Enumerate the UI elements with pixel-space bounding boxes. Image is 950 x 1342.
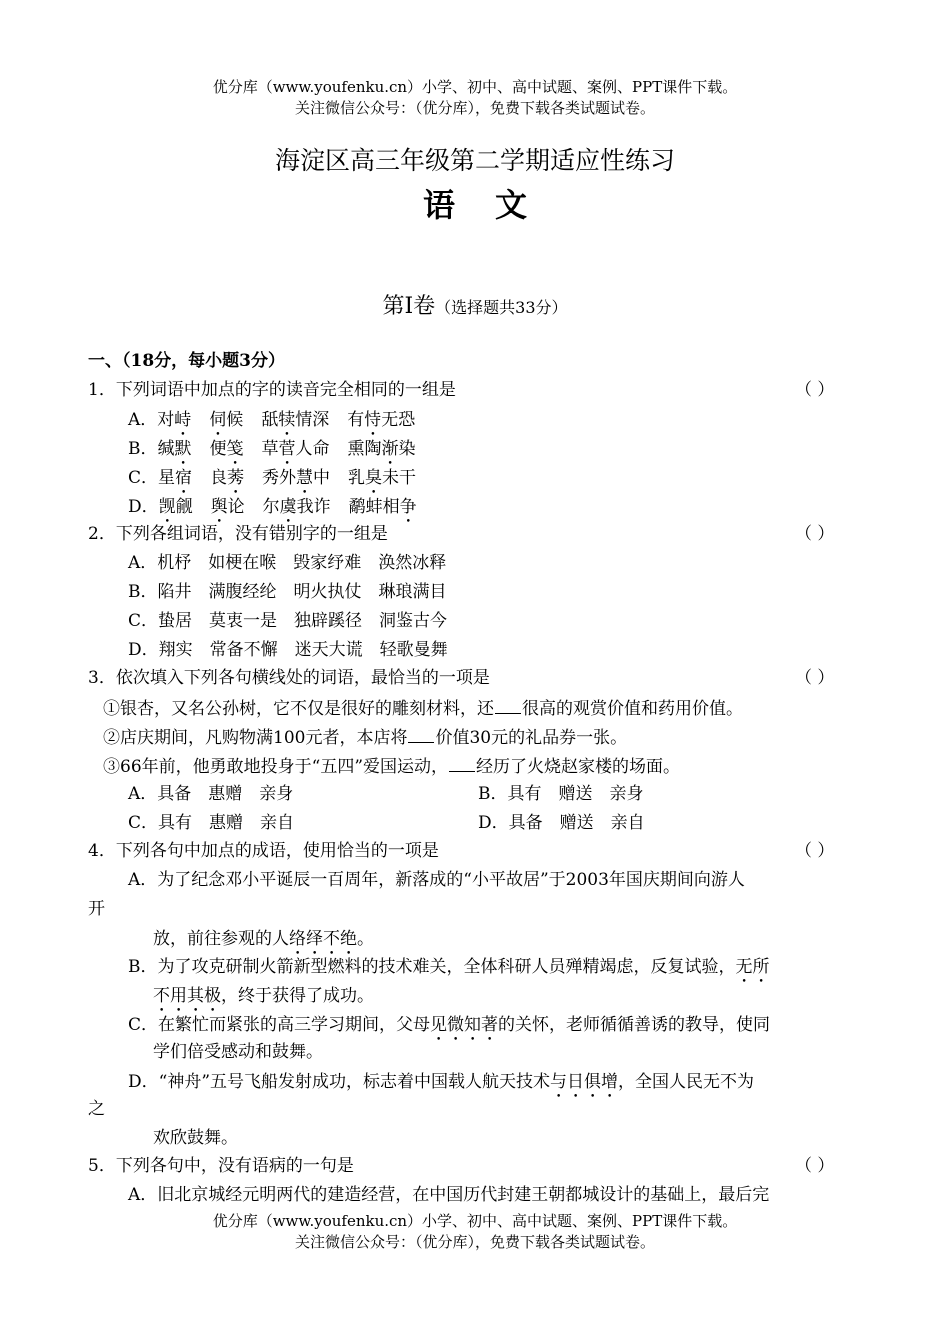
q4-b-idiom-part2: 不用其极 bbox=[153, 986, 221, 1006]
q4-stem: 4．下列各句中加点的成语，使用恰当的一项是 bbox=[88, 841, 439, 861]
footer-line-1: 优分库（www.youfenku.cn）小学、初中、高中试题、案例、PPT课件下载。 bbox=[212, 1212, 738, 1230]
fill-blank-1 bbox=[495, 699, 521, 714]
q2-option-a: A．机杼 如梗在喉 毁家纾难 涣然冰释 bbox=[128, 553, 447, 573]
q3-stem: 3．依次填入下列各句横线处的词语，最恰当的一项是 bbox=[88, 668, 490, 688]
section-heading: 一、（18分，每小题3分） bbox=[88, 351, 285, 371]
q3-option-d: D．具备 赠送 亲自 bbox=[478, 813, 645, 833]
q2-option-d: D．翔实 常备不懈 迷天大谎 轻歌曼舞 bbox=[128, 640, 448, 660]
q1-answer-bracket: （ ） bbox=[795, 380, 835, 400]
q2-option-b: B．陷井 满腹经纶 明火执仗 琳琅满目 bbox=[128, 582, 447, 602]
q4-option-c-line1: C．在繁忙而紧张的高三学习期间，父母见微知著的关怀，老师循循善诱的教导，使同 bbox=[128, 1015, 771, 1035]
volume-main: 第Ⅰ卷 bbox=[382, 294, 436, 319]
q3-sentence-3: ③66年前，他勇敢地投身于“五四”爱国运动， 经历了火烧赵家楼的场面。 bbox=[103, 757, 681, 777]
q4-option-c-line2: 学们倍受感动和鼓舞。 bbox=[153, 1042, 323, 1062]
q5-option-a-line1: A．旧北京城经元明两代的建造经营，在中国历代封建王朝都城设计的基础上，最后完 bbox=[128, 1185, 770, 1205]
q1-option-c: C．星宿 良莠 秀外慧中 乳臭未干 bbox=[128, 468, 417, 488]
q2-answer-bracket: （ ） bbox=[795, 524, 835, 544]
q4-answer-bracket: （ ） bbox=[795, 841, 835, 861]
fill-blank-2 bbox=[408, 728, 434, 743]
q3-option-a: A．具备 惠赠 亲身 bbox=[128, 784, 294, 804]
footer-line-2: 关注微信公众号：（优分库），免费下载各类试题试卷。 bbox=[294, 1233, 655, 1251]
q4-option-b-line1: B．为了攻克研制火箭新型燃料的技术难关，全体科研人员殚精竭虑，反复试验，无所 bbox=[128, 957, 770, 977]
q3-option-b: B．具有 赠送 亲身 bbox=[478, 784, 644, 804]
q1-option-b: B．缄默 便笺 草菅人命 熏陶渐染 bbox=[128, 439, 416, 459]
q4-option-d-line1: D．“神舟”五号飞船发射成功，标志着中国载人航天技术与日俱增，全国人民无不为 bbox=[128, 1072, 755, 1092]
subject-title: 语文 bbox=[422, 186, 567, 224]
q3-answer-bracket: （ ） bbox=[795, 668, 835, 688]
volume-heading bbox=[0, 296, 950, 318]
q2-option-c: C．蛰居 莫衷一是 独辟蹊径 洞鉴古今 bbox=[128, 611, 448, 631]
header-line-1: 优分库（www.youfenku.cn）小学、初中、高中试题、案例、PPT课件下载。 bbox=[212, 78, 738, 96]
q4-c-idiom: 见微知著 bbox=[430, 1015, 499, 1035]
q3-sentence-1: ①银杏，又名公孙树，它不仅是很好的雕刻材料，还 很高的观赏价值和药用价值。 bbox=[103, 699, 743, 719]
q5-stem: 5．下列各句中，没有语病的一句是 bbox=[88, 1156, 354, 1176]
q4-b-idiom-part1: 无所 bbox=[735, 957, 770, 977]
q4-option-d-line2: 之 bbox=[88, 1099, 105, 1119]
q5-answer-bracket: （ ） bbox=[795, 1156, 835, 1176]
q4-option-d-line3: 欢欣鼓舞。 bbox=[153, 1128, 238, 1148]
q4-option-a-line3: 放，前往参观的人络绎不绝。 bbox=[153, 929, 374, 949]
q4-d-idiom: 与日俱增 bbox=[550, 1072, 619, 1092]
q4-option-a-line2: 开 bbox=[88, 899, 105, 919]
exam-title: 海淀区高三年级第二学期适应性练习 bbox=[274, 146, 675, 175]
q1-stem: 1．下列词语中加点的字的读音完全相同的一组是 bbox=[88, 380, 456, 400]
q4-a-idiom: 络绎不绝 bbox=[289, 929, 357, 949]
q3-option-c: C．具有 惠赠 亲自 bbox=[128, 813, 295, 833]
q4-option-a-line1: A．为了纪念邓小平诞辰一百周年，新落成的“小平故居”于2003年国庆期间向游人 bbox=[128, 870, 745, 890]
q2-stem: 2．下列各组词语，没有错别字的一组是 bbox=[88, 524, 388, 544]
q4-option-b-line2: 不用其极，终于获得了成功。 bbox=[153, 986, 374, 1006]
q1-option-d: D．觊觎 舆论 尔虞我诈 鹬蚌相争 bbox=[128, 497, 417, 517]
fill-blank-3 bbox=[449, 757, 475, 772]
q3-sentence-2: ②店庆期间，凡购物满100元者，本店将 价值30元的礼品券一张。 bbox=[103, 728, 628, 748]
q1-option-a: A．对峙 伺候 舐犊情深 有恃无恐 bbox=[128, 410, 416, 430]
volume-note: （选择题共33分） bbox=[435, 298, 568, 317]
header-line-2: 关注微信公众号：（优分库），免费下载各类试题试卷。 bbox=[294, 99, 655, 117]
